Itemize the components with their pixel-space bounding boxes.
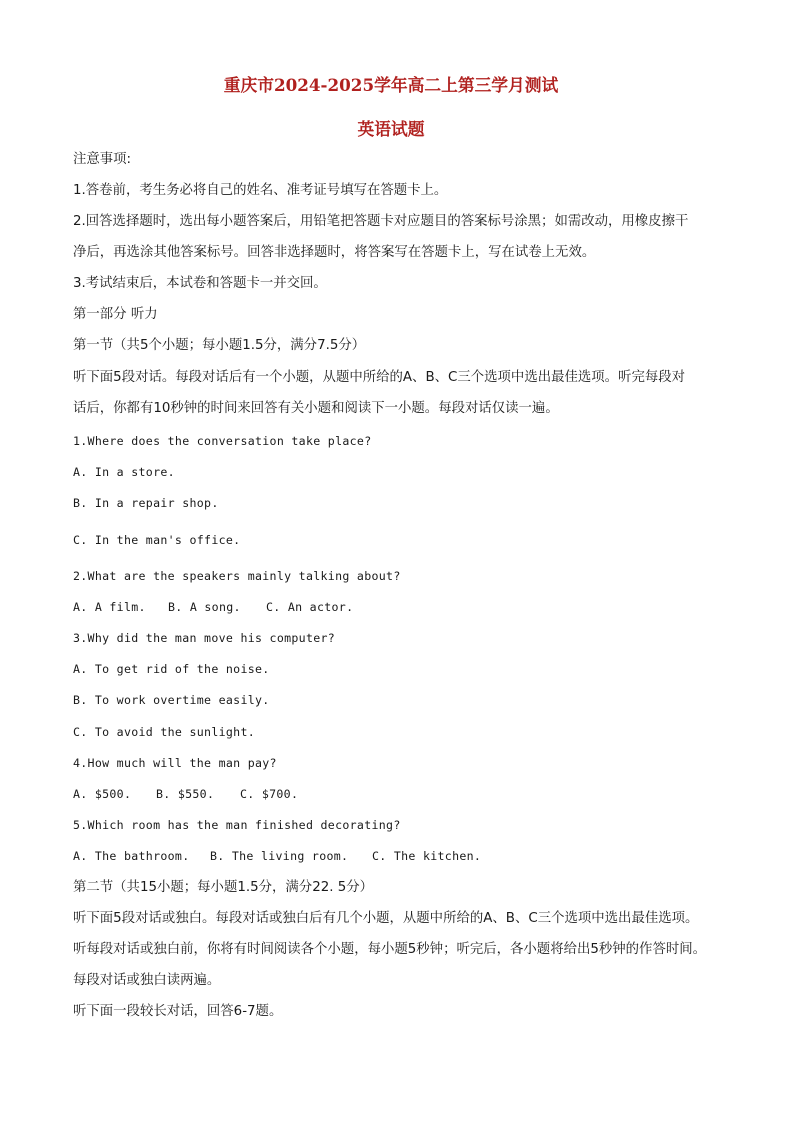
question-2-option-b: B. A song. [168, 600, 241, 614]
question-4-option-b: B. $550. [156, 787, 215, 801]
section1-instructions-line-1: 听下面5段对话。每段对话后有一个小题，从题中所给的A、B、C三个选项中选出最佳选项。听完每段对 [73, 370, 686, 385]
question-2-option-a: A. A film. [73, 600, 146, 614]
question-3-option-a: A. To get rid of the noise. [73, 662, 270, 676]
notice-item-2-line-2: 净后，再选涂其他答案标号。回答非选择题时，将答案写在答题卡上，写在试卷上无效。 [73, 245, 596, 260]
section2-instructions-line-1: 听下面5段对话或独白。每段对话或独白后有几个小题，从题中所给的A、B、C三个选项中选出最佳选项。 [73, 911, 699, 926]
question-3-option-c: C. To avoid the sunlight. [73, 725, 256, 739]
question-4-option-c: C. $700. [240, 787, 299, 801]
question-2-stem: 2.What are the speakers mainly talking about? [73, 569, 401, 583]
section1-instructions-line-2: 话后，你都有10秒钟的时间来回答有关小题和阅读下一小题。每段对话仅读一遍。 [73, 401, 559, 416]
question-1-option-c: C. In the man's office. [73, 533, 241, 547]
question-3-stem: 3.Why did the man move his computer? [73, 631, 336, 645]
question-4-stem: 4.How much will the man pay? [73, 756, 277, 770]
exam-subtitle: 英语试题 [357, 120, 425, 140]
question-1-stem: 1.Where does the conversation take place? [73, 434, 372, 448]
section1-heading: 第一节（共5个小题；每小题1.5分，满分7.5分） [73, 338, 366, 353]
section2-heading: 第二节（共15小题；每小题1.5分，满分22. 5分） [73, 880, 374, 895]
question-1-option-a: A. In a store. [73, 465, 175, 479]
question-4-option-a: A. $500. [73, 787, 132, 801]
question-2-options [73, 598, 353, 616]
exam-title: 重庆市2024-2025学年高二上第三学月测试 [223, 76, 559, 96]
section2-group-intro: 听下面一段较长对话，回答6-7题。 [73, 1004, 283, 1019]
question-4-options [73, 785, 298, 803]
question-1-option-b: B. In a repair shop. [73, 496, 219, 510]
section2-instructions-line-3: 每段对话或独白读两遍。 [73, 973, 221, 988]
section2-instructions-line-2: 听每段对话或独白前，你将有时间阅读各个小题，每小题5秒钟；听完后，各小题将给出5秒钟的作答时间。 [73, 942, 707, 957]
notice-heading: 注意事项: [73, 152, 132, 167]
question-5-option-a: A. The bathroom. [73, 849, 190, 863]
question-5-option-c: C. The kitchen. [372, 849, 482, 863]
notice-item-2-line-1: 2.回答选择题时，选出每小题答案后，用铅笔把答题卡对应题目的答案标号涂黑；如需改动，用橡皮擦干 [73, 214, 689, 229]
question-5-stem: 5.Which room has the man finished decorating? [73, 818, 401, 832]
question-5-options [73, 847, 481, 865]
question-5-option-b: B. The living room. [210, 849, 349, 863]
notice-item-3: 3.考试结束后，本试卷和答题卡一并交回。 [73, 276, 327, 291]
notice-item-1: 1.答卷前，考生务必将自己的姓名、准考证号填写在答题卡上。 [73, 183, 448, 198]
question-2-option-c: C. An actor. [266, 600, 354, 614]
question-3-option-b: B. To work overtime easily. [73, 693, 270, 707]
part1-heading: 第一部分 听力 [73, 307, 158, 322]
